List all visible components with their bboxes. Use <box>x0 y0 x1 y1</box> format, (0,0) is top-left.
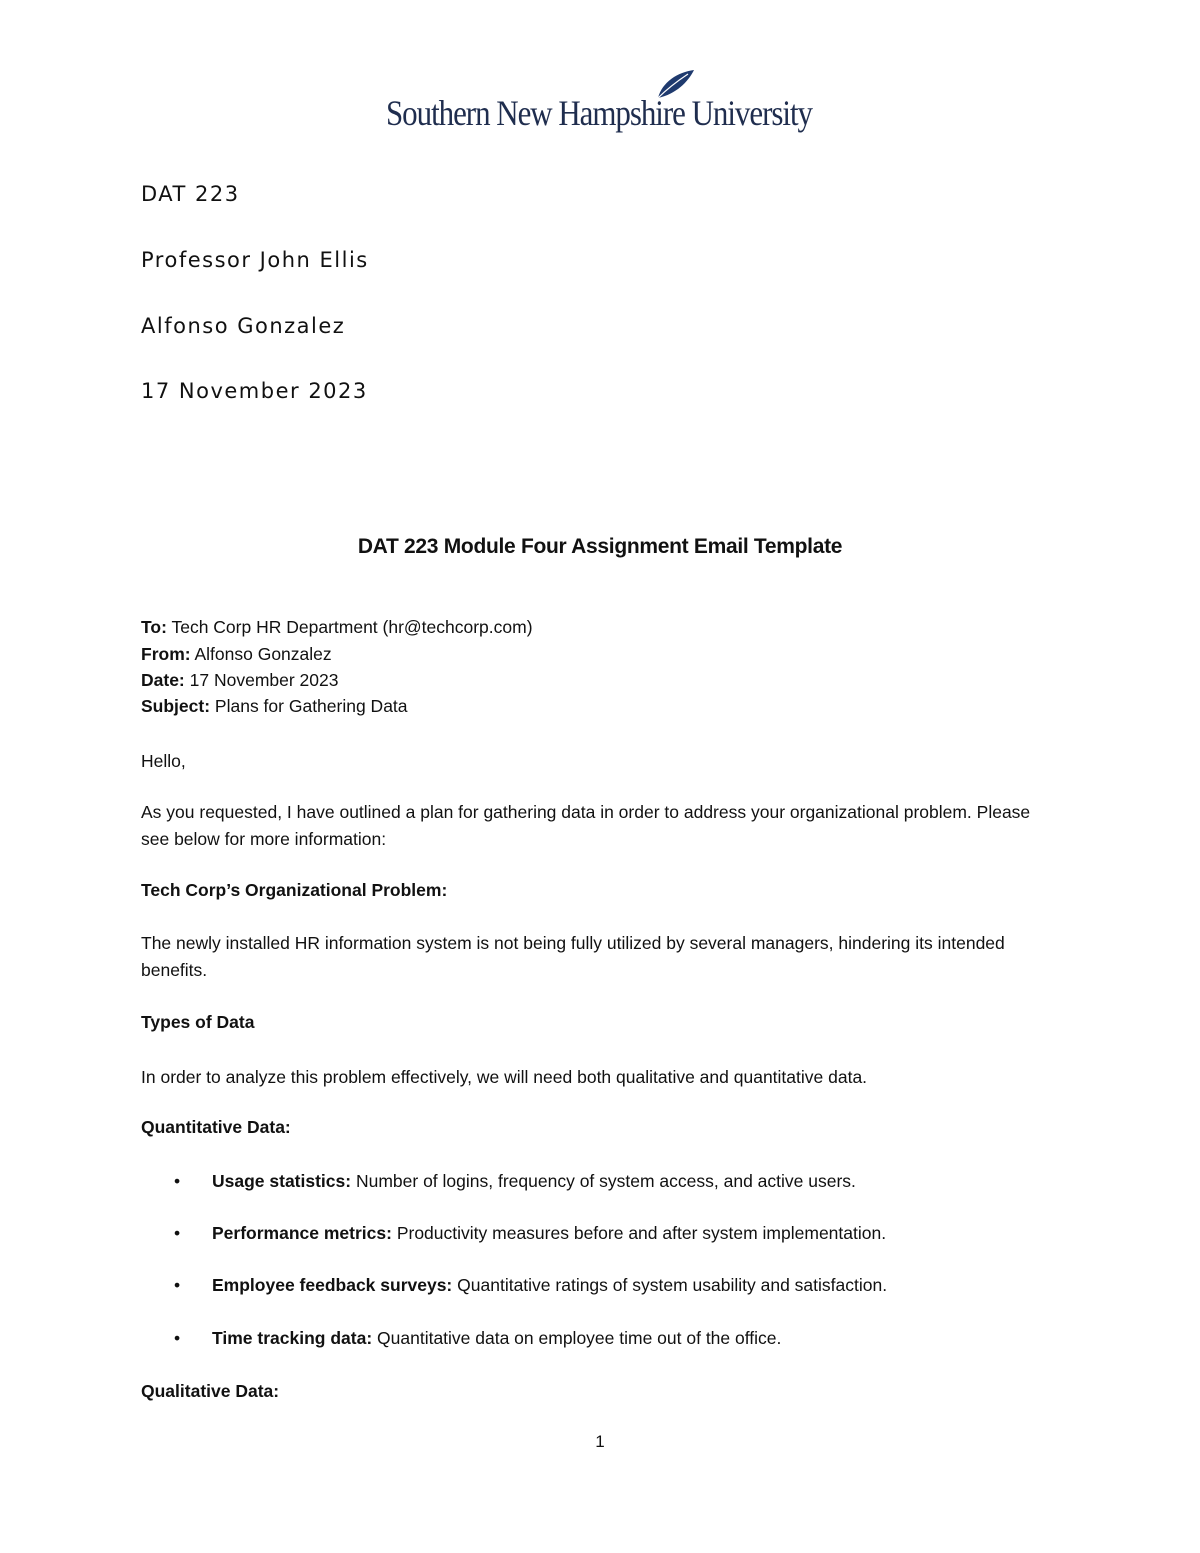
problem-heading: Tech Corp’s Organizational Problem: <box>141 880 448 900</box>
qualitative-heading: Qualitative Data: <box>141 1381 280 1401</box>
to-label: To: <box>141 617 167 637</box>
list-item-label: Performance metrics: <box>212 1223 392 1243</box>
bullet-icon: • <box>174 1328 181 1348</box>
from-label: From: <box>141 644 191 664</box>
from-value: Alfonso Gonzalez <box>194 644 332 664</box>
list-item-text: Quantitative ratings of system usability and satisfaction. <box>457 1275 888 1295</box>
email-from <box>141 641 332 668</box>
professor-name: Professor John Ellis <box>141 248 369 272</box>
types-heading: Types of Data <box>141 1012 255 1032</box>
university-logo <box>386 68 816 138</box>
subject-value: Plans for Gathering Data <box>214 696 408 716</box>
student-name: Alfonso Gonzalez <box>141 314 346 338</box>
page-title: DAT 223 Module Four Assignment Email Template <box>357 535 843 558</box>
list-item-label: Employee feedback surveys: <box>212 1275 453 1295</box>
email-date <box>141 667 339 694</box>
greeting: Hello, <box>141 751 186 771</box>
types-paragraph: In order to analyze this problem effectively, we will need both qualitative and quantitative data. <box>141 1067 868 1087</box>
email-to <box>141 614 533 641</box>
logo-text: Southern New Hampshire University <box>386 93 812 133</box>
list-item-label: Usage statistics: <box>212 1171 352 1191</box>
header-date: 17 November 2023 <box>141 379 368 403</box>
date-label: Date: <box>141 670 185 690</box>
list-item-text: Productivity measures before and after system implementation. <box>396 1223 887 1243</box>
course-code: DAT 223 <box>141 182 240 206</box>
date-value: 17 November 2023 <box>189 670 339 690</box>
page-number: 1 <box>595 1432 605 1451</box>
quantitative-heading: Quantitative Data: <box>141 1117 291 1137</box>
bullet-icon: • <box>174 1171 181 1191</box>
to-value: Tech Corp HR Department (hr@techcorp.com) <box>171 617 533 637</box>
bullet-icon: • <box>174 1275 181 1295</box>
list-item-text: Number of logins, frequency of system access, and active users. <box>355 1171 856 1191</box>
email-subject <box>141 693 408 720</box>
intro-paragraph: As you requested, I have outlined a plan for gathering data in order to address your organizational problem. Please see below for more information: <box>141 802 1031 849</box>
bullet-icon: • <box>174 1223 181 1243</box>
subject-label: Subject: <box>141 696 211 716</box>
list-item-label: Time tracking data: <box>212 1328 373 1348</box>
list-item-text: Quantitative data on employee time out of the office. <box>377 1328 782 1348</box>
problem-paragraph: The newly installed HR information system is not being fully utilized by several managers, hindering its intended benefits. <box>141 933 1005 980</box>
